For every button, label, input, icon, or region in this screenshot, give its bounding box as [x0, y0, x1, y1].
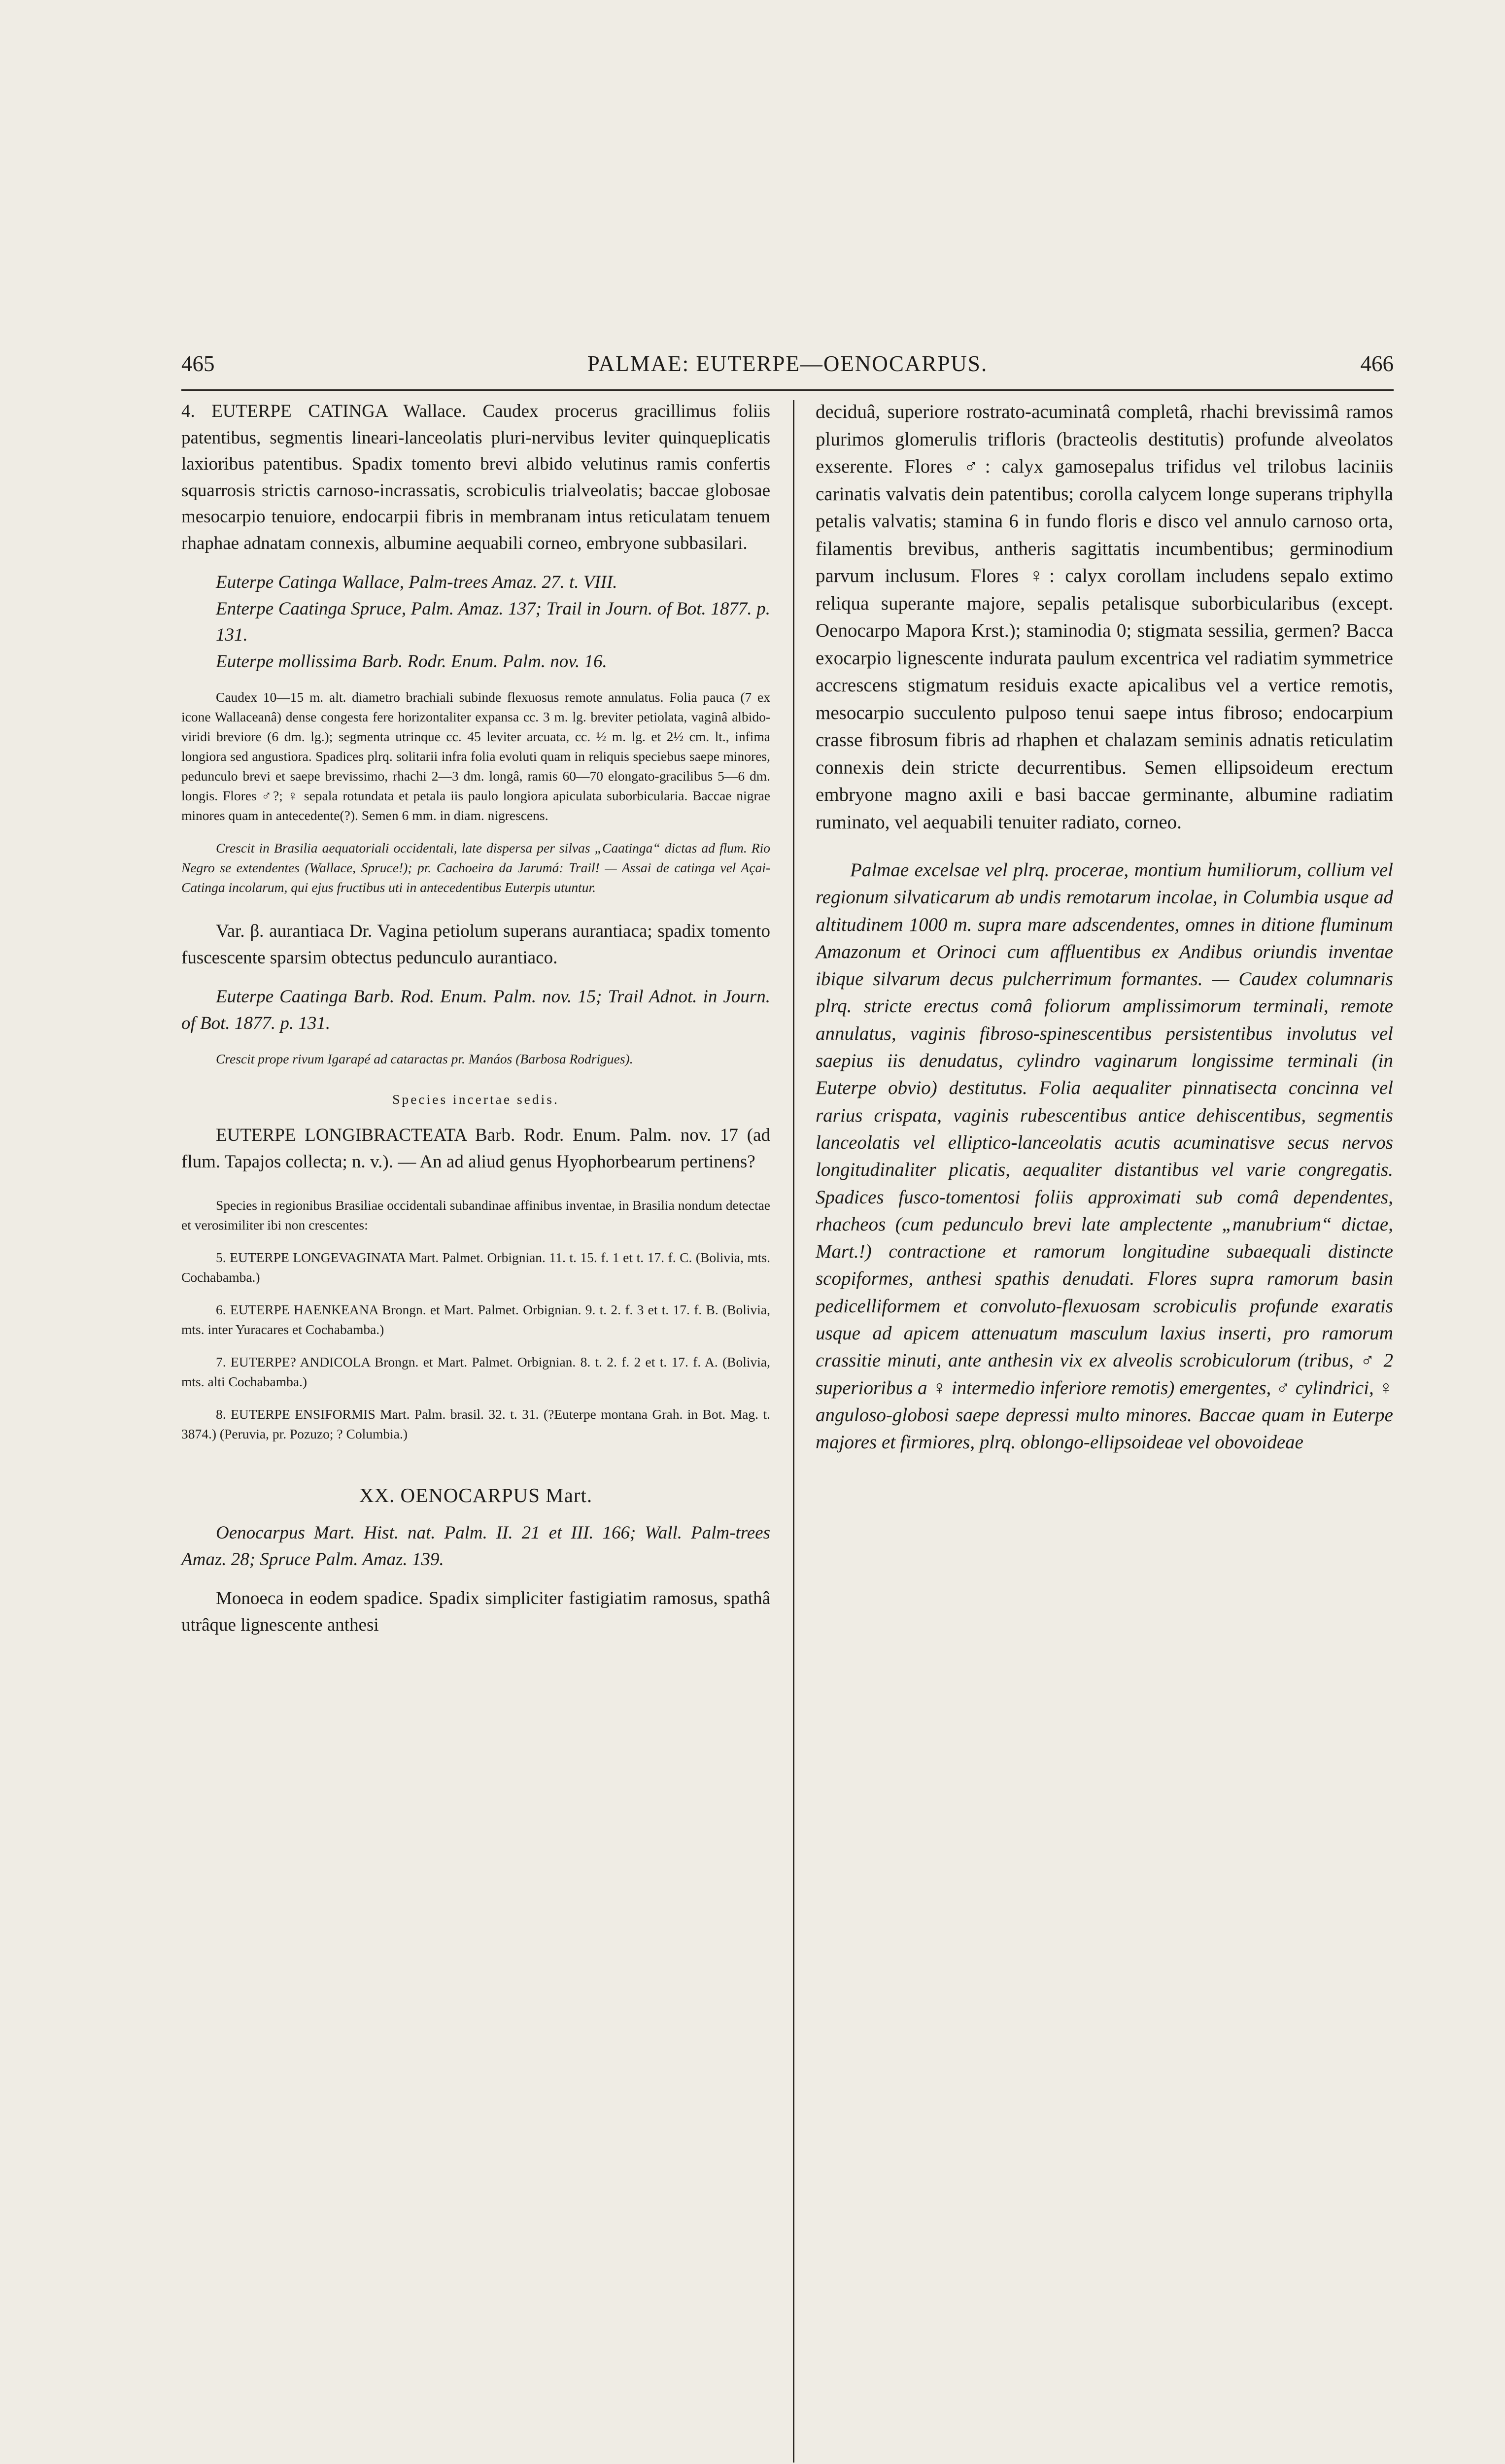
- genus-reference: Oenocarpus Mart. Hist. nat. Palm. II. 21 et III. 166; Wall. Palm-trees Amaz. 28; Spruce Palm. Amaz. 139.: [181, 1523, 770, 1570]
- variety-distribution: Crescit prope rivum Igarapé ad cataractas pr. Manáos (Barbosa Rodrigues).: [216, 1051, 633, 1066]
- species-entry: 6. EUTERPE HAENKEANA Brongn. et Mart. Palmet. Orbignian. 9. t. 2. f. 3 et t. 17. f. B. (Bolivia, mts. inter Yuracares et Cochabamba.): [181, 1302, 770, 1337]
- column-divider: [793, 400, 794, 2463]
- page-header: [181, 351, 1394, 385]
- variety-reference: Euterpe Caatinga Barb. Rod. Enum. Palm. nov. 15; Trail Adnot. in Journ. of Bot. 1877. p. 131.: [181, 987, 770, 1033]
- page-number-left: 465: [181, 351, 215, 376]
- species-entry: 5. EUTERPE LONGEVAGINATA Mart. Palmet. Orbignian. 11. t. 15. f. 1 et t. 17. f. C. (Bolivia, mts. Cochabamba.): [181, 1250, 770, 1285]
- running-title: PALMAE: EUTERPE—OENOCARPUS.: [587, 351, 988, 376]
- species-intro: Species in regionibus Brasiliae occidentali subandinae affinibus inventae, in Brasilia nondum detectae et verosimiliter ibi non crescentes:: [181, 1198, 770, 1232]
- left-column: [181, 398, 770, 1638]
- distribution-note: Crescit in Brasilia aequatoriali occidentali, late dispersa per silvas „Caatinga“ dictas ad flum. Rio Negro se extendentes (Wallace, Spruce!); pr. Cachoeira da Jarumá: Trail! — Assai de catinga vel Açai-Catinga incolarum, qui ejus fructibus uti in antecedentibus Euterpis utuntur.: [181, 840, 770, 895]
- genus-heading: XX. OENOCARPUS Mart.: [359, 1484, 593, 1506]
- euterpe-longibracteata: EUTERPE LONGIBRACTEATA Barb. Rodr. Enum. Palm. nov. 17 (ad flum. Tapajos collecta; n. v.). — An ad aliud genus Hyophorbearum pertinens?: [181, 1125, 770, 1172]
- right-column: [816, 398, 1393, 1456]
- euterpe-catinga-description: 4. EUTERPE CATINGA Wallace. Caudex procerus gracillimus foliis patentibus, segmentis lineari-lanceolatis pluri-nervibus leviter quinqueplicatis laxioribus patentibus. Spadix tomento brevi albido velutinus ramis confertis squarrosis strictis carnoso-incrassatis, scrobiculis trialveolatis; baccae globosae mesocarpio tenuiore, endocarpii fibris in membranam intus reticulatam tenuem rhaphae adnatam connexis, albumine aequabili corneo, embryone subbasilari.: [181, 401, 770, 553]
- genus-description-continued: deciduâ, superiore rostrato-acuminatâ completâ, rhachi brevissimâ ramos plurimos glomerulis trifloris (bracteolis destitutis) profunde alveolatos exserente. Flores ♂: calyx gamosepalus trifidus vel trilobus laciniis carinatis valvatis dein patentibus; corolla calycem longe superans triphylla petalis valvatis; stamina 6 in fundo floris e disco vel annulo carnoso orta, filamentis brevibus, antheris sagittatis incumbentibus; germinodium parvum inclusum. Flores ♀: calyx corollam includens sepalo extimo reliqua superante majore, sepalis petalisque suborbicularibus (except. Oenocarpo Mapora Krst.); staminodia 0; stigmata sessilia, germen? Bacca exocarpio lignescente indurata paulum excentrica vel radiatim symmetrice accrescens stigmatum residuis exacte apicalibus vel a vertice remotis, mesocarpio succulento pulposo tenui saepe intus fibroso; endocarpium crasse fibrosum fibris ad rhaphen et chalazam seminis adnatis reticulatim connexis dein stricte decurrentibus. Semen ellipsoideum erectum embryone magno axili e basi baccae germinante, albumine radiatim ruminato, vel aequabili tenuiter radiato, corneo.: [816, 401, 1393, 833]
- species-entry: 7. EUTERPE? ANDICOLA Brongn. et Mart. Palmet. Orbignian. 8. t. 2. f. 2 et t. 17. f. A. (Bolivia, mts. alti Cochabamba.): [181, 1354, 770, 1389]
- header-rule: [181, 389, 1394, 391]
- reference-line: Euterpe Catinga Wallace, Palm-trees Amaz. 27. t. VIII.: [216, 572, 617, 592]
- variety-description: Var. β. aurantiaca Dr. Vagina petiolum superans aurantiaca; spadix tomento fuscescente sparsim obtectus pedunculo aurantiaco.: [181, 921, 770, 968]
- incertae-sedis-heading: Species incertae sedis.: [392, 1092, 559, 1107]
- genus-habit-description: Palmae excelsae vel plrq. procerae, montium humiliorum, collium vel regionum silvaticarum ab undis remotarum incolae, in Columbia usque ad altitudinem 1000 m. supra mare adscendentes, omnes in ditione fluminum Amazonum et Orinoci cum affluentibus ex Andibus oriundis inventae ibique silvarum decus pulcherrimum formantes. — Caudex columnaris plrq. stricte erectus comâ foliorum amplissimorum terminali, remote annulatus, vaginis fibroso-spinescentibus persistentibus involutus vel saepius iis denudatus, cylindro vaginarum longissime terminali (in Euterpe obvio) destitutus. Folia aequaliter pinnatisecta concinna vel rarius crispata, vaginis rubescentibus antice dehiscentibus, segmentis lanceolatis vel elliptico-lanceolatis acutis acuminatisve secus nervos longitudinaliter plicatis, aequaliter distantibus vel varie congregatis. Spadices fusco-tomentosi foliis approximati sub comâ dependentes, rhacheos (cum pedunculo brevi late amplectente „manubrium“ dictae, Mart.!) contractione et ramorum longitudine subaequali distincte scopiformes, anthesi spathis denudati. Flores supra ramorum basin pedicelliformem et convoluto-flexuosam scrobiculis profunde exaratis usque ad apicem attenuatum masculum laxius inserti, pro ramorum crassitie minuti, ante anthesin vix ex alveolis scrobiculorum (tribus, ♂ 2 superioribus a ♀ intermedio inferiore remotis) emergentes, ♂ cylindrici, ♀ anguloso-globosi saepe depressi multo minores. Baccae quam in Euterpe majores et firmiores, plrq. oblongo-ellipsoideae vel obovoideae: [816, 859, 1393, 1453]
- reference-line: Enterpe Caatinga Spruce, Palm. Amaz. 137; Trail in Journ. of Bot. 1877. p. 131.: [216, 598, 770, 645]
- reference-line: Euterpe mollissima Barb. Rodr. Enum. Palm. nov. 16.: [216, 651, 607, 672]
- detailed-description: Caudex 10—15 m. alt. diametro brachiali subinde flexuosus remote annulatus. Folia pauca (7 ex icone Wallaceanâ) dense congesta fere horizontaliter expansa cc. 3 m. lg. breviter petiolata, vaginâ albido-viridi breviore (6 dm. lg.); segmenta utrinque cc. 45 leviter arcuata, cc. ½ m. lg. et 2½ cm. lt., infima longiora sed angustiora. Spadices plrq. solitarii infra folia evoluti quam in reliquis speciebus saepe minores, pedunculo brevi et saepe brevissimo, rhachi 2—3 dm. longâ, ramis 60—70 elongato-gracilibus 5—6 dm. longis. Flores ♂?; ♀ sepala rotundata et petala iis paulo longiora apiculata suborbicularia. Baccae nigrae minores quam in antecedente(?). Semen 6 mm. in diam. nigrescens.: [181, 689, 770, 823]
- species-entry: 8. EUTERPE ENSIFORMIS Mart. Palm. brasil. 32. t. 31. (?Euterpe montana Grah. in Bot. Mag. t. 3874.) (Peruvia, pr. Pozuzo; ? Columbia.): [181, 1406, 770, 1441]
- page-number-right: 466: [1360, 351, 1394, 376]
- genus-description-start: Monoeca in eodem spadice. Spadix simpliciter fastigiatim ramosus, spathâ utrâque lignescente anthesi: [181, 1588, 770, 1635]
